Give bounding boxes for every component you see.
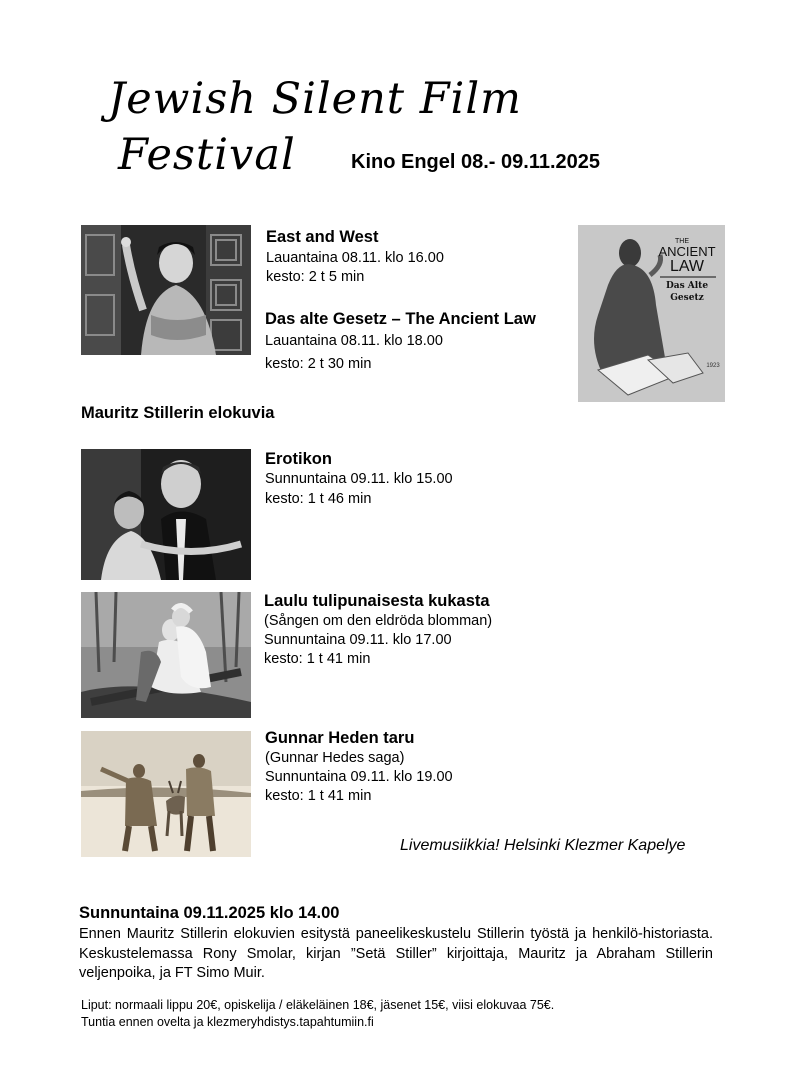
film-duration: kesto: 1 t 46 min [265, 491, 372, 507]
venue-dates: Kino Engel 08.- 09.11.2025 [351, 151, 601, 173]
film-duration: kesto: 1 t 41 min [264, 651, 371, 667]
stiller-section-heading: Mauritz Stillerin elokuvia [81, 404, 275, 422]
film-screening-time: Lauantaina 08.11. klo 18.00 [265, 333, 443, 349]
festival-title-line1: Jewish Silent Film [108, 74, 522, 124]
film-screening-time: Sunnuntaina 09.11. klo 17.00 [264, 632, 452, 648]
film-original-title: (Sången om den eldröda blomman) [264, 613, 493, 629]
poster-text: THE [675, 238, 689, 245]
film-duration: kesto: 2 t 5 min [266, 269, 365, 285]
panel-description: Ennen Mauritz Stillerin elokuvien esitystä paneelikeskustelu Stillerin työstä ja henkilö-historiasta. Keskustelemassa Rony Smolar, kirjan ”Setä Stiller” kirjoittaja, Mauritz ja Abraham Stillerin veljenpoika, ja FT Simo Muir. [79, 926, 713, 981]
film-title: Das alte Gesetz – The Ancient Law [265, 310, 536, 328]
poster-text: Gesetz [670, 293, 704, 303]
film-screening-time: Lauantaina 08.11. klo 16.00 [266, 250, 444, 266]
film-original-title: (Gunnar Hedes saga) [265, 750, 405, 766]
ticket-prices: Liput: normaali lippu 20€, opiskelija / eläkeläinen 18€, jäsenet 15€, viisi elokuvaa 75€. [81, 998, 555, 1012]
poster-text: LAW [669, 258, 705, 275]
laulu-still [81, 592, 251, 718]
poster-text: Das Alte [665, 281, 709, 291]
film-screening-time: Sunnuntaina 09.11. klo 15.00 [265, 471, 453, 487]
erotikon-still [81, 449, 251, 580]
live-music-note: Livemusiikkia! Helsinki Klezmer Kapelye [400, 837, 686, 854]
film-title: Erotikon [265, 450, 332, 468]
film-title: Laulu tulipunaisesta kukasta [264, 592, 490, 610]
film-screening-time: Sunnuntaina 09.11. klo 19.00 [265, 769, 453, 785]
ticket-sales-info: Tuntia ennen ovelta ja klezmeryhdistys.tapahtumiin.fi [81, 1015, 374, 1029]
film-title: East and West [266, 228, 379, 246]
gunnar-heden-still [81, 731, 251, 857]
poster-text: 1923 [706, 363, 720, 369]
festival-title-line2: Festival [118, 130, 296, 180]
poster-text: ANCIENT [658, 244, 716, 259]
film-duration: kesto: 2 t 30 min [265, 356, 372, 372]
panel-heading: Sunnuntaina 09.11.2025 klo 14.00 [79, 904, 340, 922]
east-and-west-still [81, 225, 251, 355]
film-title: Gunnar Heden taru [265, 729, 415, 747]
ancient-law-poster [578, 225, 725, 402]
film-duration: kesto: 1 t 41 min [265, 788, 372, 804]
